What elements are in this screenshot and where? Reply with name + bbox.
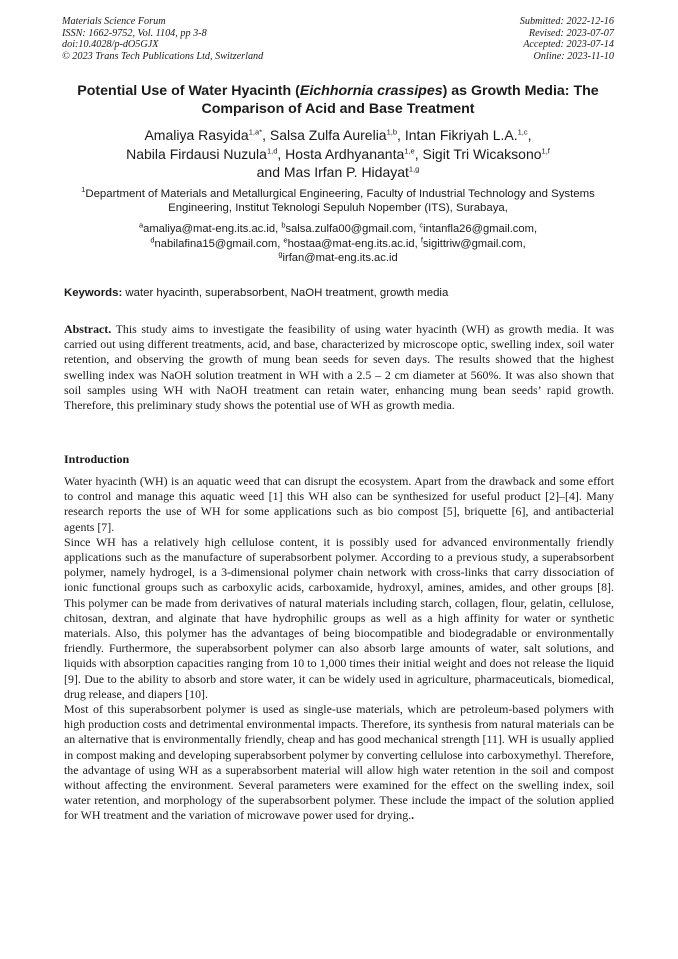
date-online: Online: 2023-11-10: [533, 50, 614, 62]
affiliation-marker: 1: [81, 185, 86, 195]
introduction-body: [64, 474, 614, 824]
author: Intan Fikriyah L.A.$^{1,c}$,: [404, 127, 532, 143]
section-heading-introduction: Introduction: [64, 452, 130, 466]
affiliation-text: Department of Materials and Metallurgical Engineering, Faculty of Industrial Technology and Systems Engineering, Institut Teknologi Sepuluh Nopember (ITS), Surabaya,: [85, 188, 595, 215]
abstract-text: This study aims to investigate the feasibility of using water hyacinth (WH) as growth media. It was carried out using different treatments, acid, and base, characterized by microscope optic, swelling index, soil water retention, and observing the growth of mung bean seeds for seven days. The results showed that the highest swelling index was NaOH solution treatment in WH with a 2.5 – 2 cm diameter at 560%. It was also shown that soil samples using WH with NaOH treatment can retain water, enhancing mung bean seeds’ rapid growth. Therefore, this preliminary study shows the potential use of WH as growth media.: [64, 322, 614, 413]
paragraph: Since WH has a relatively high cellulose content, it is possibly used for advanced environmentally friendly applications such as the manufacture of superabsorbent polymer. According to a previous study, a superabsorbent polymer, namely hydrogel, is a 3-dimensional polymer chain network with cross-links that carry dissociation of ionic functional groups such as carboxylic acids, carboxamide, hydroxyl, amines, amides, and other groups [8]. This polymer can be made from derivatives of natural materials including starch, collagen, flour, gelatin, cellulose, chitosan, dextran, and alginate that have hydrophilic groups as well as a high affinity for water or synthetic materials. Also, this polymer has the advantages of being biocompatible and biodegradable or environmentally friendly. Furthermore, the superabsorbent polymer can also absorb large amounts of water, salt solutions, and liquids with absorption capacities ranging from 10 to 1,000 times their initial weight and does not release the liquid [9]. Due to the ability to absorb and store water, it can be widely used in agriculture, pharmaceuticals, biomedical, drug release, and diapers [10].: [64, 534, 614, 701]
affiliation: [62, 187, 614, 216]
title-part-1: Potential Use of Water Hyacinth (: [77, 83, 300, 99]
email-link[interactable]: $^c$intanfla26@gmail.com,: [419, 220, 538, 235]
keywords-label: Keywords:: [64, 287, 123, 299]
paper-title: [62, 82, 614, 118]
author-list: [62, 126, 614, 182]
email-link[interactable]: $^b$salsa.zulfa00@gmail.com,: [281, 220, 420, 235]
keywords-text: water hyacinth, superabsorbent, NaOH treatment, growth media: [122, 287, 449, 299]
journal-copyright: © 2023 Trans Tech Publications Ltd, Switzerland: [62, 50, 264, 62]
journal-header-left: [62, 16, 263, 62]
author: and Mas Irfan P. Hidayat$^{1,g}$: [256, 164, 420, 180]
email-link[interactable]: $^a$amaliya@mat-eng.its.ac.id,: [138, 220, 282, 235]
title-part-2: ) as Growth Media: The Comparison of Acid and Base Treatment: [201, 83, 599, 117]
keywords: [64, 286, 614, 300]
author: Hosta Ardhyananta$^{1,e}$,: [285, 145, 423, 162]
email-link[interactable]: $^f$sigittriw@gmail.com,: [420, 234, 526, 250]
author: Nabila Firdausi Nuzula$^{1,d}$,: [126, 145, 286, 162]
author: Sigit Tri Wicaksono$^{1,f}$: [422, 145, 550, 162]
journal-name: Materials Science Forum: [62, 16, 166, 27]
journal-doi: doi:10.4028/p-dO5GJX: [62, 39, 159, 51]
email-link[interactable]: $^d$nabilafina15@gmail.com,: [150, 234, 284, 250]
date-submitted: Submitted: 2022-12-16: [519, 16, 614, 27]
author: Amaliya Rasyida$^{1,a*}$,: [144, 127, 270, 143]
journal-issn: ISSN: 1662-9752, Vol. 1104, pp 3-8: [62, 27, 207, 39]
author-emails: [62, 222, 614, 266]
email-link[interactable]: $^g$irfan@mat-eng.its.ac.id: [278, 249, 398, 264]
abstract: [64, 322, 614, 413]
date-accepted: Accepted: 2023-07-14: [523, 39, 614, 51]
abstract-label: Abstract.: [64, 322, 112, 336]
paragraph: Most of this superabsorbent polymer is used as single-use materials, which are petroleum-based polymers with high production costs and detrimental environmental impacts. Therefore, its synthesis from natural materials can be an alternative that is environmentally friendly, cheap and has good mechanical strength [11]. WH is usually applied in compost making and developing superabsorbent polymer by converting cellulose into carboxymethyl. Therefore, the advantage of using WH as a superabsorbent material will allow high water retention in the soil and compost without affecting the environment. Several parameters were examined for the effect on the swelling index, soil water retention, and morphology of the superabsorbent polymer. These include the impact of the solution applied for WH treatment and the variation of microwave power used for drying..: [64, 702, 614, 823]
date-revised: Revised: 2023-07-07: [528, 27, 614, 39]
email-link[interactable]: $^e$hostaa@mat-eng.its.ac.id,: [283, 234, 421, 250]
paragraph: Water hyacinth (WH) is an aquatic weed that can disrupt the ecosystem. Apart from the drawback and some effort to control and manage this aquatic weed [1] this WH also can be synthesized for useful product [2]–[4]. Many research reports the use of WH for some applications such as bio compost [5], briquette [6], and antibacterial agents [7].: [64, 474, 614, 534]
author: Salsa Zulfa Aurelia$^{1,b}$,: [269, 127, 405, 143]
title-species: Eichhornia crassipes: [299, 83, 443, 99]
journal-header-right: [520, 16, 614, 62]
